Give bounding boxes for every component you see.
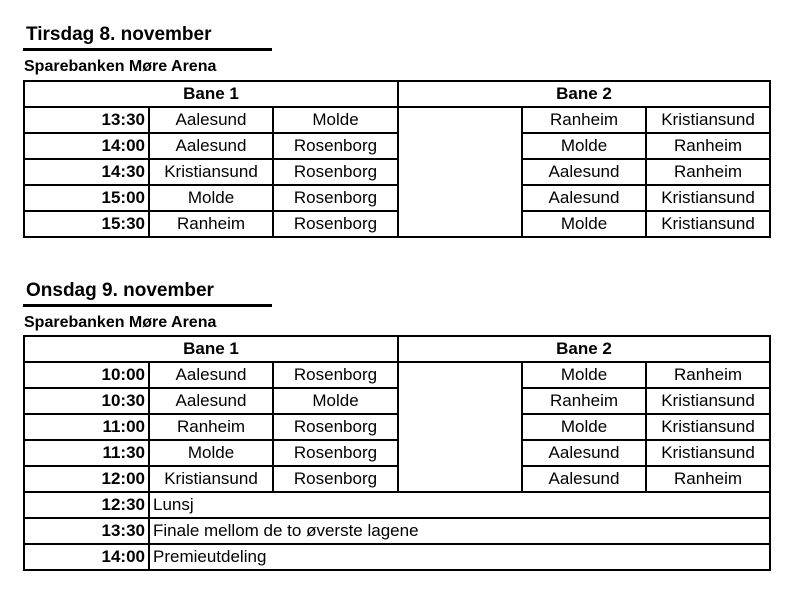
event-description: Premieutdeling — [149, 544, 770, 570]
table-row — [24, 544, 770, 570]
day-2-title: Onsdag 9. november — [26, 280, 214, 301]
table-row — [24, 388, 770, 414]
bane-2-team-b: Ranheim — [646, 362, 770, 388]
bane-2-team-b: Kristiansund — [646, 440, 770, 466]
table-header-row — [24, 81, 770, 107]
event-time: 13:30 — [24, 518, 149, 544]
match-time: 13:30 — [24, 107, 149, 133]
table-row — [24, 159, 770, 185]
bane-1-team-a: Molde — [149, 440, 273, 466]
event-time: 12:30 — [24, 492, 149, 518]
table-row — [24, 362, 770, 388]
bane-2-header: Bane 2 — [398, 336, 770, 362]
match-time: 11:30 — [24, 440, 149, 466]
bane-2-header: Bane 2 — [398, 81, 770, 107]
table-row — [24, 466, 770, 492]
match-time: 14:00 — [24, 133, 149, 159]
bane-1-team-a: Aalesund — [149, 133, 273, 159]
bane-1-header: Bane 1 — [24, 336, 398, 362]
bane-1-team-b: Rosenborg — [273, 185, 398, 211]
bane-1-team-b: Rosenborg — [273, 159, 398, 185]
bane-2-team-a: Molde — [522, 133, 646, 159]
bane-2-team-a: Molde — [522, 211, 646, 237]
match-time: 10:30 — [24, 388, 149, 414]
day-2-venue: Sparebanken Møre Arena — [24, 314, 217, 331]
bane-1-team-a: Kristiansund — [149, 466, 273, 492]
table-row — [24, 440, 770, 466]
bane-2-team-b: Kristiansund — [646, 388, 770, 414]
match-time: 15:30 — [24, 211, 149, 237]
event-description: Lunsj — [149, 492, 770, 518]
bane-1-team-a: Aalesund — [149, 388, 273, 414]
day-1-venue: Sparebanken Møre Arena — [24, 58, 217, 75]
table-header-row — [24, 336, 770, 362]
bane-2-team-b: Ranheim — [646, 466, 770, 492]
bane-1-team-b: Rosenborg — [273, 466, 398, 492]
bane-1-team-a: Ranheim — [149, 211, 273, 237]
bane-2-team-b: Kristiansund — [646, 185, 770, 211]
day-1-title-underline — [23, 48, 272, 51]
match-time: 15:00 — [24, 185, 149, 211]
match-time: 11:00 — [24, 414, 149, 440]
empty-spacer-cell — [398, 107, 522, 237]
bane-1-team-a: Ranheim — [149, 414, 273, 440]
table-row — [24, 133, 770, 159]
match-time: 14:30 — [24, 159, 149, 185]
bane-1-team-a: Aalesund — [149, 107, 273, 133]
day-1-title: Tirsdag 8. november — [26, 24, 212, 45]
bane-2-team-b: Kristiansund — [646, 414, 770, 440]
table-row — [24, 211, 770, 237]
bane-2-team-b: Kristiansund — [646, 107, 770, 133]
table-row — [24, 492, 770, 518]
bane-2-team-a: Ranheim — [522, 107, 646, 133]
bane-1-team-b: Rosenborg — [273, 133, 398, 159]
table-row — [24, 185, 770, 211]
bane-2-team-a: Molde — [522, 414, 646, 440]
bane-2-team-b: Kristiansund — [646, 211, 770, 237]
day-2-title-underline — [23, 304, 272, 307]
event-time: 14:00 — [24, 544, 149, 570]
bane-1-team-a: Kristiansund — [149, 159, 273, 185]
bane-2-team-a: Aalesund — [522, 440, 646, 466]
match-time: 12:00 — [24, 466, 149, 492]
bane-2-team-b: Ranheim — [646, 133, 770, 159]
bane-1-team-b: Rosenborg — [273, 211, 398, 237]
empty-spacer-cell — [398, 362, 522, 492]
table-row — [24, 518, 770, 544]
bane-1-team-a: Aalesund — [149, 362, 273, 388]
bane-1-team-b: Rosenborg — [273, 414, 398, 440]
event-description: Finale mellom de to øverste lagene — [149, 518, 770, 544]
bane-2-team-a: Aalesund — [522, 159, 646, 185]
bane-1-header: Bane 1 — [24, 81, 398, 107]
table-row — [24, 107, 770, 133]
bane-1-team-b: Rosenborg — [273, 440, 398, 466]
bane-1-team-a: Molde — [149, 185, 273, 211]
bane-1-team-b: Molde — [273, 388, 398, 414]
bane-2-team-a: Molde — [522, 362, 646, 388]
bane-1-team-b: Rosenborg — [273, 362, 398, 388]
day-1-schedule-table — [23, 80, 771, 238]
table-row — [24, 414, 770, 440]
match-time: 10:00 — [24, 362, 149, 388]
bane-2-team-b: Ranheim — [646, 159, 770, 185]
bane-1-team-b: Molde — [273, 107, 398, 133]
bane-2-team-a: Aalesund — [522, 185, 646, 211]
bane-2-team-a: Aalesund — [522, 466, 646, 492]
day-2-schedule-table — [23, 335, 771, 571]
bane-2-team-a: Ranheim — [522, 388, 646, 414]
